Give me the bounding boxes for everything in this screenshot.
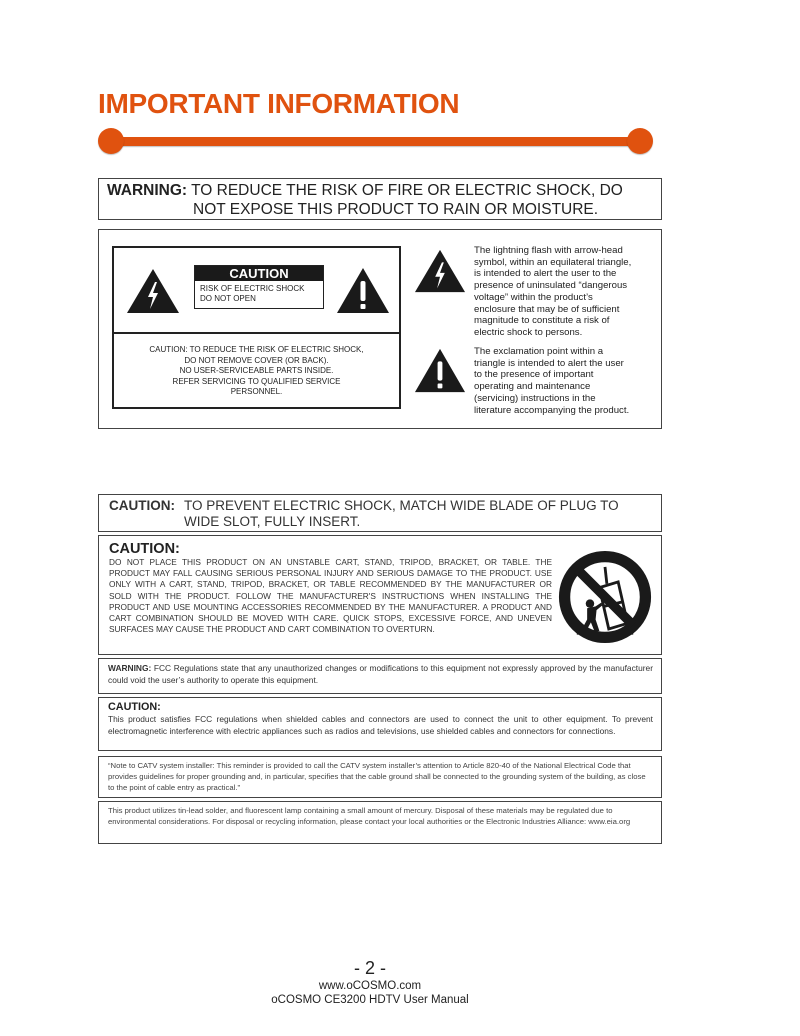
catv-note-text: “Note to CATV system installer: This reminder is provided to call the CATV system installer’s attention to Article 820-40 of the National Electrical Code that provides guidelines for proper grounding and, in particular, specifies that the cable ground shall be connected to the grounding system of the building, as close to the point of cable entry as practical.” — [108, 761, 646, 792]
plate-line: DO NOT OPEN — [200, 294, 256, 303]
caution-label: CAUTION: — [109, 498, 175, 513]
divider-end-dot — [627, 128, 653, 154]
cart-caution-box — [98, 535, 662, 655]
label-caution-line: PERSONNEL. — [230, 387, 283, 396]
caution-plate — [194, 265, 324, 309]
explanation-line: (servicing) instructions in the — [474, 392, 596, 404]
label-divider — [114, 332, 399, 334]
divider-bar — [108, 137, 643, 146]
plug-caution-box — [98, 494, 662, 532]
explanation-line: The exclamation point within a — [474, 346, 604, 357]
explanation-line: triangle is intended to alert the user — [474, 357, 624, 369]
disposal-note-text: This product utilizes tin-lead solder, and fluorescent lamp containing a small amount of mercury. Disposal of these materials may be regulated due to environmental considerations. For disposal or recycling information, please contact your local authorities or the Electronic Industries Alliance: www.eia.org — [108, 806, 631, 826]
fcc-warning-text: FCC Regulations state that any unauthorized changes or modifications to this equipment not expressly approved by the manufacturer could void the user’s authority to operate this equipment. — [108, 663, 653, 685]
label-caution-line: NO USER-SERVICEABLE PARTS INSIDE. — [179, 366, 334, 375]
explanation-line: literature accompanying the product. — [474, 404, 630, 416]
cart-caution-text: DO NOT PLACE THIS PRODUCT ON AN UNSTABLE CART, STAND, TRIPOD, BRACKET, OR TABLE. THE PRODUCT MAY FALL CAUSING SERIOUS PERSONAL INJURY AND SERIOUS DAMAGE TO THE PRODUCT. USE ONLY WITH A CART, STAND, TRIPOD, BRACKET, OR TABLE RECOMMENDED BY THE MANUFACTURER OR SOLD WITH THE PRODUCT. FOLLOW THE MANUFACTURER'S INSTRUCTIONS WHEN INSTALLING THE PRODUCT AND USE MOUNTING ACCESSORIES RECOMMENDED BY THE MANUFACTURER. A PRODUCT AND CART COMBINATION SHOULD BE MOVED WITH CARE. QUICK STOPS, EXCESSIVE FORCE, AND UNEVEN SURFACES MAY CAUSE THE PRODUCT AND CART COMBINATION TO OVERTURN. — [109, 557, 552, 635]
catv-installer-note-box — [98, 756, 662, 798]
explanation-line: is intended to alert the user to the — [474, 268, 617, 280]
caution-label-graphic — [112, 246, 401, 409]
divider-end-dot — [98, 128, 124, 154]
plug-caution-line: TO PREVENT ELECTRIC SHOCK, MATCH WIDE BLADE OF PLUG TO — [184, 498, 619, 513]
footer-manual-title: oCOSMO CE3200 HDTV User Manual — [271, 994, 469, 1006]
exclamation-triangle-icon — [336, 267, 390, 314]
fcc-caution-text: This product satisfies FCC regulations when shielded cables and connectors are used to connect the unit to other equipment. To prevent electromagnetic interference with electric appliances such as radios and televisions, use shielded cables and connectors for connections. — [108, 714, 653, 736]
plug-caution-text — [184, 498, 644, 530]
warning-text: TO REDUCE THE RISK OF FIRE OR ELECTRIC SHOCK, DO — [187, 182, 623, 199]
cart-caution-heading: CAUTION: — [109, 541, 180, 557]
cart-tip-over-warning-icon — [558, 550, 652, 644]
label-caution-text — [114, 345, 399, 398]
explanation-line: The lightning flash with arrow-head — [474, 245, 623, 256]
warning-label: WARNING: — [108, 663, 152, 673]
page-number: - 2 - — [353, 958, 386, 978]
lightning-triangle-icon — [126, 268, 180, 314]
explanation-line: enclosure that may be of sufficient — [474, 303, 620, 315]
lightning-symbol-explanation — [474, 245, 654, 339]
disposal-note-box — [98, 801, 662, 844]
label-caution-line: CAUTION: TO REDUCE THE RISK OF ELECTRIC SHOCK, — [149, 345, 364, 354]
explanation-line: electric shock to persons. — [474, 326, 583, 338]
caution-plate-body — [195, 281, 323, 304]
explanation-line: operating and maintenance — [474, 381, 591, 393]
fcc-warning-box — [98, 658, 662, 694]
warning-line-2: NOT EXPOSE THIS PRODUCT TO RAIN OR MOISTURE. — [193, 201, 599, 218]
label-caution-line: REFER SERVICING TO QUALIFIED SERVICE — [172, 376, 341, 386]
explanation-line: magnitude to constitute a risk of — [474, 315, 610, 327]
title-divider-rule — [98, 128, 653, 154]
plug-caution-line: WIDE SLOT, FULLY INSERT. — [184, 514, 361, 529]
page-title: IMPORTANT INFORMATION — [98, 88, 460, 119]
label-caution-line: DO NOT REMOVE COVER (OR BACK). — [184, 355, 329, 365]
warning-line-1 — [107, 181, 661, 200]
footer-website: www.oCOSMO.com — [318, 980, 422, 992]
caution-plate-title: CAUTION — [195, 266, 323, 281]
explanation-line: to the presence of important — [474, 369, 594, 381]
rain-moisture-warning-box — [98, 178, 662, 220]
exclamation-symbol-explanation — [474, 346, 654, 416]
warning-label: WARNING: — [107, 182, 188, 199]
fcc-caution-heading: CAUTION: — [108, 701, 161, 713]
explanation-line: presence of uninsulated “dangerous — [474, 280, 628, 292]
fcc-caution-box — [98, 697, 662, 751]
plate-line: RISK OF ELECTRIC SHOCK — [200, 284, 305, 293]
lightning-triangle-icon — [414, 248, 466, 294]
explanation-line: voltage” within the product’s — [474, 291, 593, 303]
exclamation-triangle-icon — [414, 347, 466, 394]
explanation-line: symbol, within an equilateral triangle, — [474, 256, 632, 268]
